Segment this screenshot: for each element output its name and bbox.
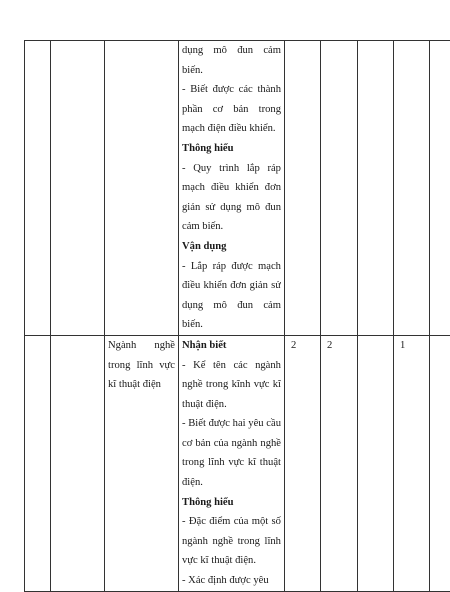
topic-cell: [51, 41, 105, 336]
text-line: phần cơ bản trong: [182, 100, 281, 120]
text-line: - Kể tên các ngành: [182, 356, 281, 376]
text-line: kĩ thuật điện: [108, 375, 175, 395]
text-line: cảm biến.: [182, 217, 281, 237]
text-line: trong lĩnh vực: [108, 356, 175, 376]
requirement-text: [179, 41, 284, 335]
count-value: 1: [394, 336, 429, 356]
count-cell: [321, 335, 358, 591]
topic-cell: [51, 335, 105, 591]
count-cell: [285, 335, 321, 591]
text-line: ngành nghề trong lĩnh: [182, 532, 281, 552]
text-line: - Biết được các thành: [182, 80, 281, 100]
count-cell: [394, 335, 430, 591]
requirement-cell: [179, 335, 285, 591]
count-cell: [394, 41, 430, 336]
table-row: [25, 335, 450, 591]
text-line: vực kĩ thuật điện.: [182, 551, 281, 571]
text-line: mạch điện điều khiển.: [182, 119, 281, 139]
index-cell: [25, 335, 51, 591]
count-cell: [321, 41, 358, 336]
text-line: thuật điện.: [182, 395, 281, 415]
count-value: 2: [285, 336, 320, 356]
count-cell: [430, 41, 450, 336]
text-line: dụng mô đun cảm: [182, 41, 281, 61]
text-line: giản sử dụng mô đun: [182, 198, 281, 218]
content-cell: [105, 41, 179, 336]
text-line: - Lắp ráp được mạch: [182, 257, 281, 277]
requirement-text: [179, 336, 284, 591]
count-value: 2: [321, 336, 357, 356]
text-line: biến.: [182, 61, 281, 81]
text-line: biến.: [182, 315, 281, 335]
text-line: - Đặc điểm của một số: [182, 512, 281, 532]
table-row: [25, 41, 450, 336]
text-line: mạch điều khiển đơn: [182, 178, 281, 198]
level-heading: Vận dụng: [182, 237, 281, 257]
level-heading: Nhận biết: [182, 336, 281, 356]
content-cell: [105, 335, 179, 591]
text-line: - Xác định được yêu: [182, 571, 281, 591]
text-line: nghề trong kĩnh vực kĩ: [182, 375, 281, 395]
text-line: - Biết được hai yêu cầu: [182, 414, 281, 434]
text-line: dụng mô đun cảm: [182, 296, 281, 316]
count-cell: [285, 41, 321, 336]
text-line: - Quy trình lắp ráp: [182, 159, 281, 179]
text-line: Ngành nghề: [108, 336, 175, 356]
requirement-cell: [179, 41, 285, 336]
text-line: cơ bản của ngành nghề: [182, 434, 281, 454]
text-line: điện.: [182, 473, 281, 493]
count-cell: [358, 41, 394, 336]
count-cell: [358, 335, 394, 591]
level-heading: Thông hiểu: [182, 493, 281, 513]
content-text: [105, 336, 178, 395]
assessment-matrix-table: [24, 40, 450, 592]
count-cell: [430, 335, 450, 591]
text-line: điều khiển đơn giản sử: [182, 276, 281, 296]
index-cell: [25, 41, 51, 336]
text-line: trong lĩnh vực kĩ thuật: [182, 453, 281, 473]
level-heading: Thông hiểu: [182, 139, 281, 159]
